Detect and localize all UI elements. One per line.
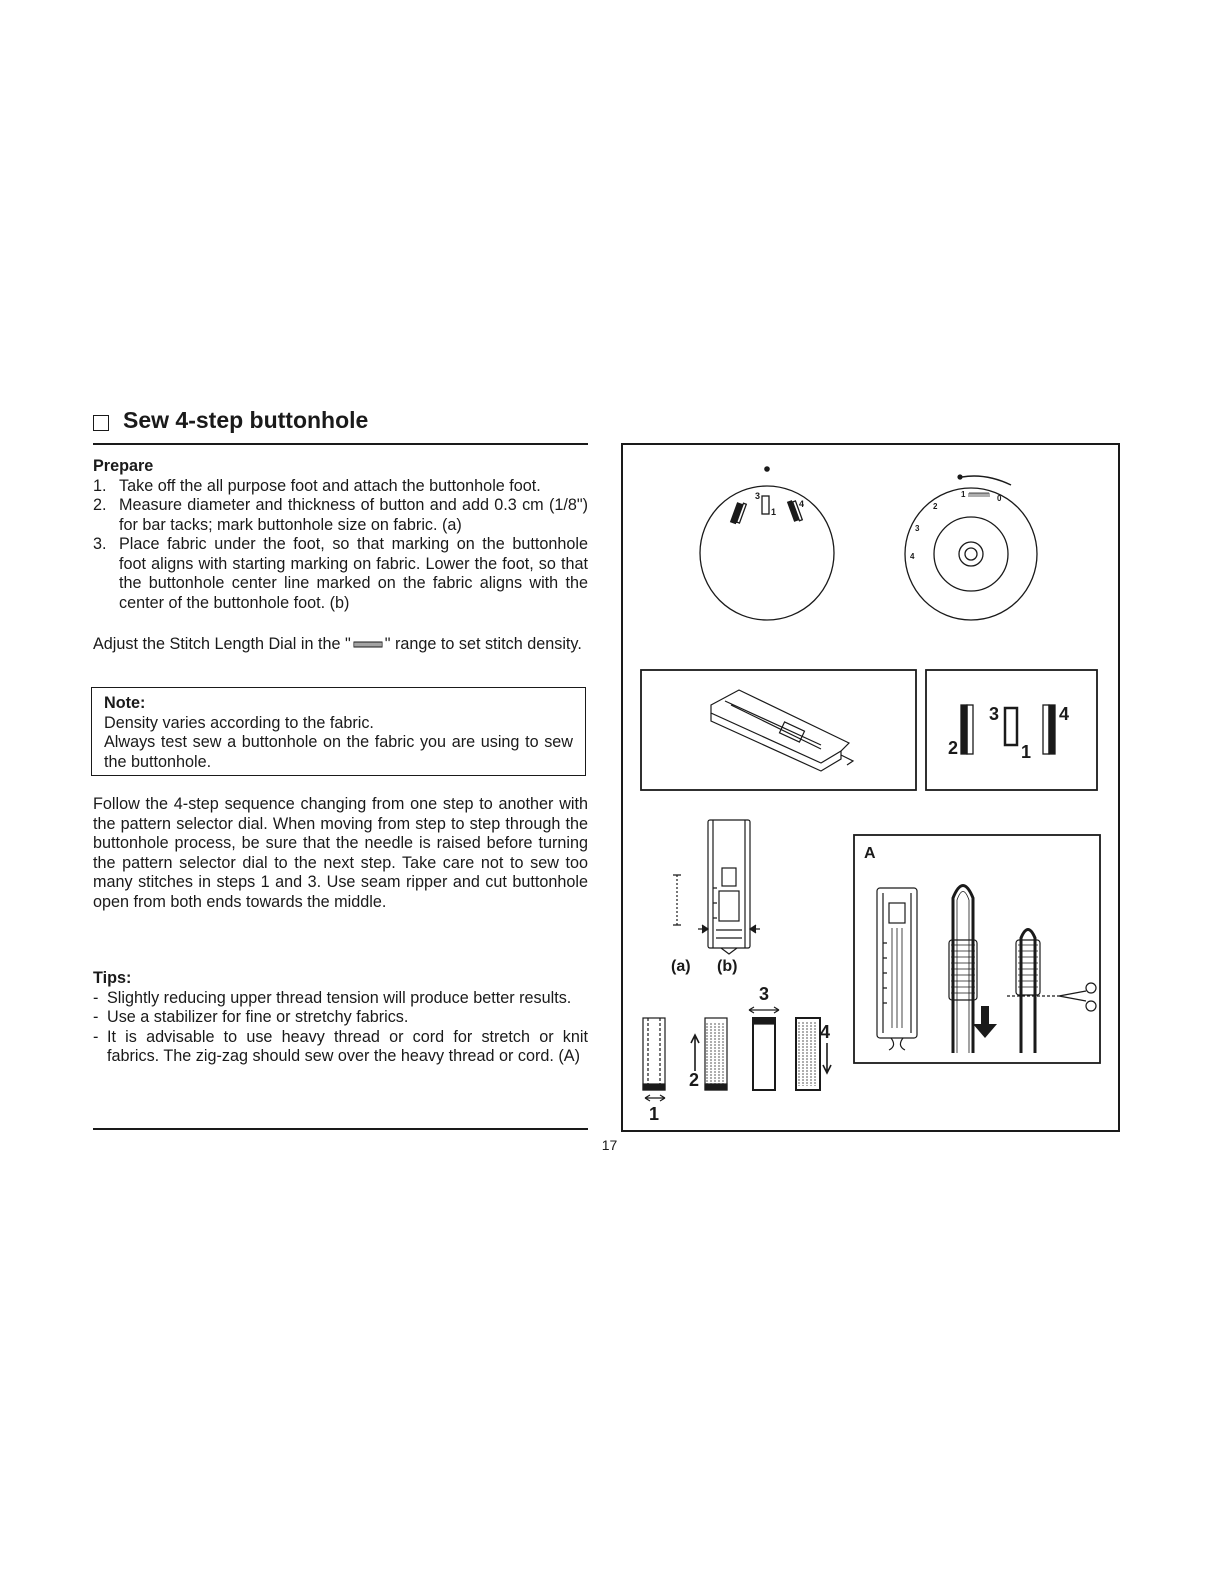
dial-number: 4	[799, 499, 805, 509]
note-line: Always test sew a buttonhole on the fabric you are using to sew the buttonhole.	[104, 733, 573, 771]
step-text: Measure diameter and thickness of button and add 0.3 cm (1/8") for bar tacks; mark buttonhole size on fabric. (a)	[119, 496, 588, 534]
pattern-number: 3	[989, 704, 1000, 724]
page-number: 17	[601, 1137, 618, 1153]
dial-number: 1	[961, 490, 966, 499]
adjust-text-before: Adjust the Stitch Length Dial in the "	[93, 635, 351, 653]
step-number: 1	[649, 1104, 660, 1124]
dial-number: 1	[771, 507, 777, 517]
step-number: 3	[759, 984, 770, 1004]
buttonhole-density-icon	[353, 640, 383, 650]
prepare-steps	[93, 477, 588, 614]
step-text: Take off the all purpose foot and attach the buttonhole foot.	[119, 476, 541, 495]
prepare-step	[93, 535, 588, 613]
page-title: Sew 4-step buttonhole	[123, 407, 369, 433]
tip-dash: -	[93, 1008, 99, 1026]
dial-number: 3	[755, 491, 761, 501]
tip-item	[93, 989, 588, 1009]
tip-text: It is advisable to use heavy thread or cord for stretch or knit fabrics. The zig-zag should sew over the heavy thread or cord. (A)	[107, 1027, 588, 1065]
prepare-step	[93, 477, 588, 497]
dial-number: 2	[933, 502, 938, 511]
step-number: 4	[820, 1022, 831, 1042]
buttonhole-foot-illustration	[641, 670, 916, 790]
note-line: Density varies according to the fabric.	[104, 713, 374, 732]
step-number: 3.	[93, 535, 107, 553]
checkbox-square-icon	[93, 415, 109, 431]
bottom-rule	[93, 1128, 588, 1130]
step-sequence-illustration	[643, 1007, 831, 1101]
pattern-number: 4	[1059, 704, 1070, 724]
pattern-symbols-box	[926, 670, 1097, 790]
dial-number: 0	[997, 494, 1002, 503]
label-a: (a)	[671, 958, 691, 975]
figure-illustrations	[621, 443, 1120, 1132]
tip-dash: -	[93, 988, 99, 1007]
tips-heading: Tips:	[93, 969, 132, 987]
step-number: 2.	[93, 496, 107, 514]
prepare-step	[93, 496, 588, 535]
stitch-length-dial	[905, 474, 1037, 620]
dial-number: 4	[910, 552, 915, 561]
pattern-number: 1	[1021, 742, 1032, 762]
section-title	[93, 406, 588, 446]
pattern-number: 2	[948, 738, 959, 758]
tips-list	[93, 989, 588, 1067]
step-number: 2	[689, 1070, 700, 1090]
inset-label: A	[864, 845, 876, 862]
label-b: (b)	[717, 958, 738, 975]
tip-item	[93, 1028, 588, 1067]
tip-text: Slightly reducing upper thread tension will produce better results.	[107, 988, 572, 1007]
foot-on-fabric-illustration	[673, 820, 760, 954]
step-text: Place fabric under the foot, so that marking on the buttonhole foot aligns with starting marking on fabric. Lower the foot, so that the buttonhole center line marked on the fabric aligns with the center of the buttonhole foot. (b)	[119, 535, 588, 612]
tips-section	[93, 969, 588, 1067]
title-rule	[93, 443, 588, 445]
adjust-paragraph	[93, 635, 588, 655]
note-box	[91, 687, 586, 776]
sequence-paragraph: Follow the 4-step sequence changing from one step to another with the pattern selector dial. When moving from step to step through the buttonhole process, be sure that the needle is raised before turning the pattern selector dial to the next step. Take care not to sew too many stitches in steps 1 and 3. Use seam ripper and cut buttonhole open from both ends towards the middle.	[93, 795, 588, 911]
prepare-heading: Prepare	[93, 457, 154, 475]
dial-marker-dot	[957, 474, 962, 479]
pattern-selector-dial	[700, 466, 834, 620]
cord-inset-illustration	[854, 835, 1100, 1063]
tip-dash: -	[93, 1027, 99, 1046]
prepare-section	[93, 457, 588, 613]
step-number: 1.	[93, 476, 107, 495]
dial-marker-dot	[764, 466, 770, 472]
tip-text: Use a stabilizer for fine or stretchy fabrics.	[107, 1008, 409, 1026]
tip-item	[93, 1008, 588, 1028]
dial-number: 2	[734, 515, 740, 525]
note-heading: Note:	[104, 694, 146, 712]
adjust-text-after: " range to set stitch density.	[384, 635, 582, 653]
dial-number: 3	[915, 524, 920, 533]
